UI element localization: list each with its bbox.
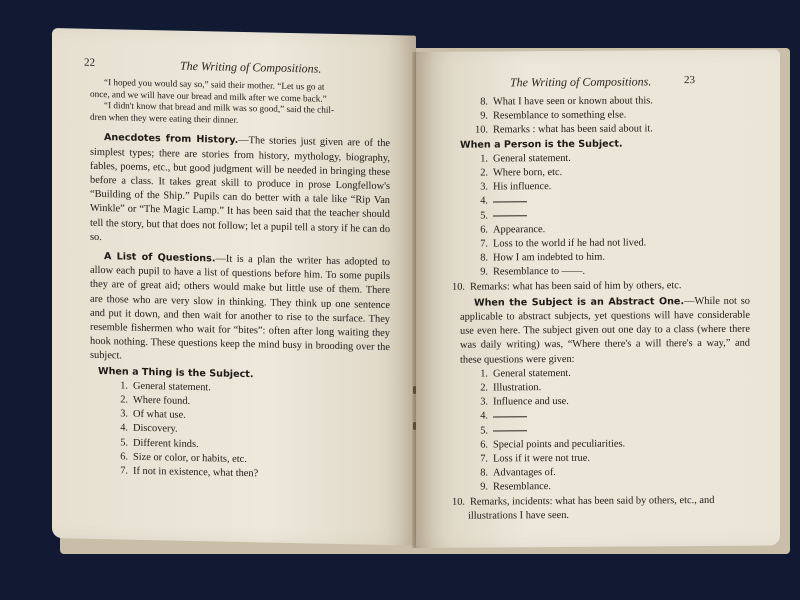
right-page bbox=[416, 49, 780, 548]
right-page-body bbox=[452, 94, 750, 524]
list-item: 7. Loss to the world if he had not lived. bbox=[480, 237, 647, 250]
list-item: 3. Influence and use. bbox=[480, 396, 569, 408]
list-item: 7. If not in existence, what then? bbox=[120, 465, 259, 480]
list-item: 6. Size or color, or habits, etc. bbox=[120, 451, 247, 465]
thing-list-continued bbox=[460, 94, 750, 139]
opening-line: once, and we will have our bread and milk after we come back.” bbox=[90, 88, 327, 104]
thing-list bbox=[90, 379, 390, 485]
blank-line bbox=[493, 416, 527, 417]
blank-line bbox=[493, 215, 527, 216]
blank-line bbox=[493, 201, 527, 202]
person-heading: When a Person is the Subject. bbox=[460, 138, 623, 151]
abstract-paragraph bbox=[460, 295, 750, 368]
list-item: 2. Illustration. bbox=[480, 382, 542, 394]
list-item: 5. bbox=[460, 422, 750, 438]
list-item: 10. Remarks : what has been said about it. bbox=[475, 123, 653, 136]
list-item: 2. Where found. bbox=[120, 394, 191, 407]
questions-heading: A List of Questions. bbox=[104, 251, 216, 265]
list-item: 9. Resemblance to something else. bbox=[480, 109, 627, 122]
abstract-list bbox=[452, 366, 750, 524]
anecdotes-heading: Anecdotes from History. bbox=[104, 132, 239, 147]
abstract-heading: When the Subject is an Abstract One. bbox=[474, 295, 685, 309]
list-item: 2. Where born, etc. bbox=[480, 166, 563, 179]
list-item: 7. Loss if it were not true. bbox=[480, 452, 590, 465]
list-item: 1. General statement. bbox=[480, 152, 571, 165]
opening-line: dren when they were eating their dinner. bbox=[90, 111, 239, 125]
thing-heading: When a Thing is the Subject. bbox=[98, 365, 254, 380]
opening-lines bbox=[90, 77, 390, 130]
list-item: 4. bbox=[460, 408, 750, 424]
page-number-right: 23 bbox=[684, 74, 695, 87]
list-item: 3. His influence. bbox=[480, 181, 552, 193]
blank-line bbox=[493, 430, 527, 431]
questions-text: —It is a plan the writer has adopted to allow each pupil to have a list of questions before him. To some pupils they are of great aid; others would make but little use of them. There are those who are very slow in thinking. They think up one sentence and put it down, and then wait for another to rise to the surface. They resemble fishermen who wait for “bites”: often after long waiting they hook nothing. These questions keep the mind busy in brooding over the subject. bbox=[90, 253, 391, 362]
opening-line: “I didn't know that bread and milk was so good,” said the chil- bbox=[104, 100, 335, 116]
list-item: 9. Resemblance. bbox=[480, 481, 551, 494]
list-item: 5. bbox=[460, 207, 750, 223]
questions-paragraph bbox=[90, 250, 390, 370]
list-item: 1. General statement. bbox=[480, 367, 571, 380]
list-item: 10. Remarks, incidents: what has been said by others, etc., and illustrations I have seen. bbox=[452, 494, 715, 522]
list-item: 8. What I have seen or known about this. bbox=[480, 95, 653, 108]
list-item: 10. Remarks: what has been said of him by others, etc. bbox=[452, 279, 682, 293]
abstract-text: —While not so applicable to abstract subjects, yet questions will have considerable use even here. The subject given out one day to a class (where there was daily writing) was, “Where there's a will there's a way,” and these questions were given: bbox=[460, 295, 750, 366]
list-item: 3. Of what use. bbox=[120, 408, 186, 422]
open-book bbox=[48, 28, 784, 552]
list-item: 8. How I am indebted to him. bbox=[480, 251, 605, 264]
page-number-left: 22 bbox=[84, 56, 95, 69]
running-head-left: The Writing of Compositions. bbox=[180, 58, 322, 76]
left-page bbox=[52, 28, 416, 546]
list-item: 1. General statement. bbox=[120, 380, 211, 394]
running-head-right: The Writing of Compositions. bbox=[510, 74, 652, 90]
list-item: 4. bbox=[460, 193, 750, 209]
opening-line: “I hoped you would say so,” said their mother. “Let us go at bbox=[104, 77, 325, 92]
left-page-body bbox=[90, 77, 390, 485]
list-item: 5. Different kinds. bbox=[120, 437, 199, 450]
list-item: 8. Advantages of. bbox=[480, 467, 556, 479]
list-item: 9. Resemblance to ——. bbox=[480, 266, 586, 278]
anecdotes-paragraph bbox=[90, 131, 390, 251]
person-list bbox=[452, 150, 750, 294]
list-item: 4. Discovery. bbox=[120, 422, 178, 436]
list-item: 6. Appearance. bbox=[480, 223, 546, 236]
list-item: 6. Special points and peculiarities. bbox=[480, 438, 626, 451]
anecdotes-text: —The stories just given are of the simplest types; there are stories from history, mythology, biography, fables, poems, etc., but good judgment will be needed in bringing these before a class. It takes great skill to produce in prose Longfellow's “Building of the Ship.” Pupils can do better with a tale like “Rip Van Winkle” or “The Magic Lamp.” It has been said that the teacher should tell the story, but that does not follow; let a pupil tell a story if he can do so. bbox=[90, 135, 391, 243]
